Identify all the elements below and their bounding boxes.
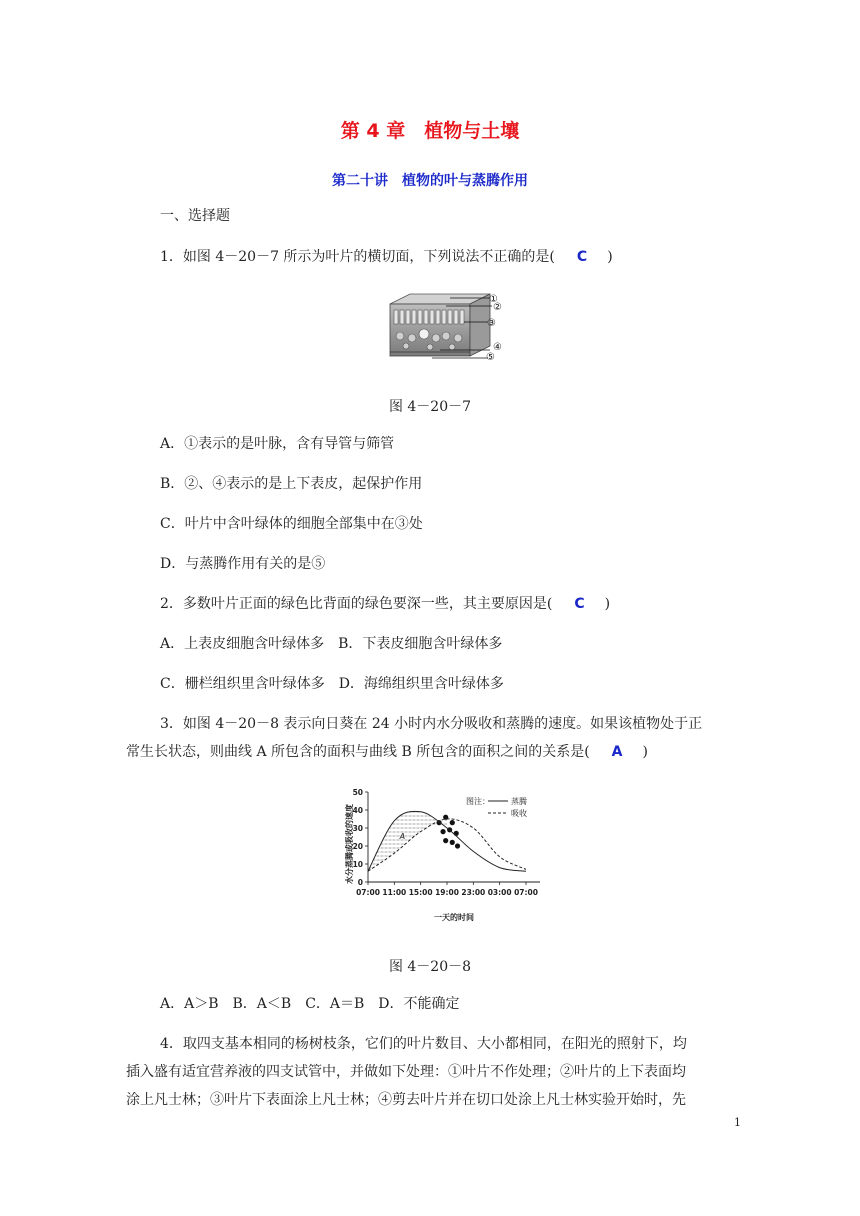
area-a-fill xyxy=(368,811,447,871)
fig1-label-5: ⑤ xyxy=(486,352,495,363)
q2-options-line-2: C．栅栏组织里含叶绿体多 D．海绵组织里含叶绿体多 xyxy=(160,676,504,692)
figure-caption-4-20-7: 图 4－20－7 xyxy=(388,399,472,415)
q4-line-1: 4．取四支基本相同的杨树枝条，它们的叶片数目、大小都相同，在阳光的照射下，均 xyxy=(160,1036,687,1052)
q1-option-c: C．叶片中含叶绿体的细胞全部集中在③处 xyxy=(160,516,423,532)
q3-answer: A xyxy=(611,744,623,760)
section-heading: 一、选择题 xyxy=(160,208,230,224)
chapter-title: 第 4 章 植物与土壤 xyxy=(340,120,520,142)
fig1-label-4: ④ xyxy=(493,342,502,353)
area-a-label: A xyxy=(399,831,406,841)
x-tick-label: 15:00 xyxy=(408,888,433,897)
q1-close-paren: ) xyxy=(607,249,613,265)
y-axis-title: 水分蒸腾或吸收的速度 xyxy=(345,804,354,884)
y-tick-label: 50 xyxy=(352,788,363,797)
x-axis-title: 一天的时间 xyxy=(434,913,474,922)
area-b-dot xyxy=(450,820,455,825)
x-tick-label: 23:00 xyxy=(461,888,486,897)
y-tick-label: 30 xyxy=(352,824,363,833)
y-tick-label: 20 xyxy=(352,842,363,851)
absorption-transpiration-chart xyxy=(330,786,550,926)
question-2-stem xyxy=(160,594,610,614)
area-b-dot xyxy=(455,843,460,848)
y-tick-label: 40 xyxy=(352,806,363,815)
fig1-label-2: ② xyxy=(493,302,502,313)
q4-line-2: 插入盛有适宜营养液的四支试管中，并做如下处理：①叶片不作处理；②叶片的上下表面均 xyxy=(126,1064,686,1080)
q3-stem-line-1: 3．如图 4－20－8 表示向日葵在 24 小时内水分吸收和蒸腾的速度。如果该植物处于正 xyxy=(160,716,703,732)
x-tick-label: 07:00 xyxy=(514,888,538,897)
question-1-stem xyxy=(160,247,613,267)
q2-options-line-1: A．上表皮细胞含叶绿体多 B．下表皮细胞含叶绿体多 xyxy=(160,636,503,652)
area-b-dot xyxy=(450,840,455,845)
legend-absorption: 吸收 xyxy=(511,809,527,818)
q1-answer: C xyxy=(576,249,588,265)
q1-option-a: A．①表示的是叶脉，含有导管与筛管 xyxy=(160,436,395,452)
area-a-group xyxy=(368,811,447,871)
area-b-dot xyxy=(443,838,448,843)
area-b-dot xyxy=(440,829,445,834)
q3-close-paren: ) xyxy=(642,744,648,760)
y-tick-label: 10 xyxy=(352,860,363,869)
lesson-title: 第二十讲 植物的叶与蒸腾作用 xyxy=(332,173,528,189)
fig1-label-1: ① xyxy=(489,294,498,305)
area-b-dot xyxy=(454,831,459,836)
q3-stem-text: 常生长状态，则曲线 A 所包含的面积与曲线 B 所包含的面积之间的关系是( xyxy=(126,744,590,760)
q2-answer: C xyxy=(574,596,585,612)
q1-stem-text: 1．如图 4－20－7 所示为叶片的横切面，下列说法不正确的是( xyxy=(160,249,555,265)
x-tick-label: 03:00 xyxy=(487,888,512,897)
x-tick-label: 19:00 xyxy=(435,888,459,897)
q2-close-paren: ) xyxy=(604,596,611,612)
legend-title: 图注： xyxy=(466,797,490,806)
q4-line-3: 涂上凡士林；③叶片下表面涂上凡士林；④剪去叶片并在切口处涂上凡士林实验开始时，先 xyxy=(126,1092,686,1108)
legend-transpiration: 蒸腾 xyxy=(511,797,527,806)
fig1-label-3: ③ xyxy=(487,318,496,329)
leaf-cross-section-figure xyxy=(380,292,510,368)
page-number: 1 xyxy=(734,1116,741,1129)
q3-stem-line-2 xyxy=(126,742,648,762)
q1-option-d: D．与蒸腾作用有关的是⑤ xyxy=(160,556,326,572)
q3-options: A．A＞B B．A＜B C．A＝B D．不能确定 xyxy=(160,996,460,1012)
y-tick-label: 0 xyxy=(357,878,363,887)
x-tick-label: 11:00 xyxy=(382,888,407,897)
q1-option-b: B．②、④表示的是上下表皮，起保护作用 xyxy=(160,476,423,492)
legend xyxy=(466,796,527,818)
x-tick-label: 07:00 xyxy=(356,888,380,897)
q2-stem-text: 2．多数叶片正面的绿色比背面的绿色要深一些，其主要原因是( xyxy=(160,596,553,612)
figure-caption-4-20-8: 图 4－20－8 xyxy=(388,959,472,975)
area-b-label xyxy=(448,835,449,836)
